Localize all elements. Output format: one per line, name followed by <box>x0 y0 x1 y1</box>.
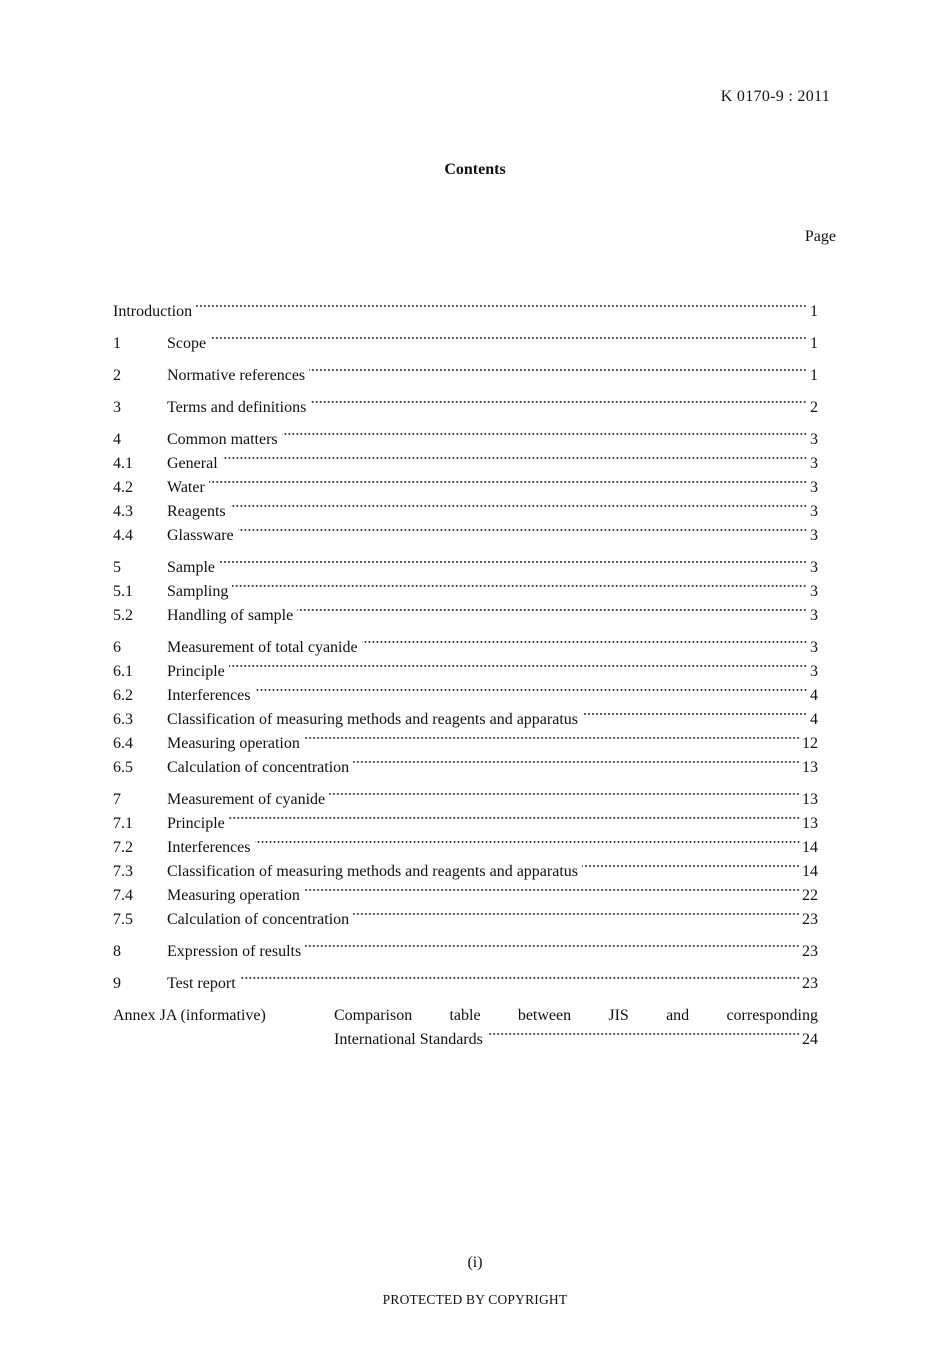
toc-entry-number: 2 <box>113 367 121 384</box>
toc-entry[interactable] <box>113 684 818 708</box>
dot-leader <box>362 636 807 648</box>
toc-entry-number: 8 <box>113 943 121 960</box>
toc-entry-title: Principle <box>167 663 225 680</box>
toc-entry-page: 1 <box>810 335 818 352</box>
toc-entry-title: General <box>167 455 218 472</box>
toc-entry-title: Sampling <box>167 583 229 600</box>
toc-entry-number: 6.1 <box>113 663 133 680</box>
toc-entry-title: Measuring operation <box>167 887 300 904</box>
toc-entry-page: 2 <box>810 399 818 416</box>
toc-entry[interactable] <box>113 396 818 420</box>
toc-entry[interactable] <box>113 364 818 388</box>
toc-entry[interactable] <box>113 884 818 908</box>
toc-entry-page: 13 <box>802 815 818 832</box>
dot-leader <box>209 476 807 488</box>
toc-entry-title: Measuring operation <box>167 735 300 752</box>
toc-entry-page: 4 <box>810 687 818 704</box>
toc-entry-number: 6.3 <box>113 711 133 728</box>
dot-leader <box>222 452 807 464</box>
toc-entry-title: Introduction <box>113 303 193 320</box>
toc-entry-title: Calculation of concentration <box>167 759 350 776</box>
page-column-label: Page <box>804 228 836 245</box>
dot-leader <box>304 884 800 896</box>
toc-entry-page: 3 <box>810 527 818 544</box>
toc-entry[interactable] <box>113 860 818 884</box>
toc-entry-title: Handling of sample <box>167 607 294 624</box>
annex-label: Annex JA (informative) <box>113 1007 266 1024</box>
dot-leader <box>219 556 807 568</box>
toc-entry-page: 13 <box>802 759 818 776</box>
toc-entry-title: Classification of measuring methods and reagents and apparatus <box>167 863 578 880</box>
toc-entry-number: 9 <box>113 975 121 992</box>
toc-entry-page: 23 <box>802 943 818 960</box>
toc-entry-number: 6.4 <box>113 735 133 752</box>
dot-leader <box>282 428 807 440</box>
dot-leader <box>196 300 807 312</box>
toc-entry-page: 3 <box>810 479 818 496</box>
toc-entry-number: 6.2 <box>113 687 133 704</box>
toc-entry-page: 3 <box>810 639 818 656</box>
annex-title-word: between <box>517 1007 572 1024</box>
toc-entry-number: 1 <box>113 335 121 352</box>
dot-leader <box>304 732 800 744</box>
annex-title-word: corresponding <box>726 1007 818 1024</box>
dot-leader <box>353 908 800 920</box>
toc-entry-title: Scope <box>167 335 207 352</box>
toc-entry-number: 7.3 <box>113 863 133 880</box>
annex-title-line-2: International Standards <box>334 1031 483 1048</box>
dot-leader <box>329 788 800 800</box>
annex-title-word: and <box>666 1007 690 1024</box>
toc-entry-number: 4.2 <box>113 479 133 496</box>
toc-entry[interactable] <box>113 940 818 964</box>
dot-leader <box>229 812 800 824</box>
toc-entry-number: 5.2 <box>113 607 133 624</box>
page-title: Contents <box>444 161 506 178</box>
toc-entry[interactable] <box>113 708 818 732</box>
toc-entry[interactable] <box>113 500 818 524</box>
toc-entry-page: 3 <box>810 559 818 576</box>
toc-entry-number: 4.3 <box>113 503 133 520</box>
toc-entry-title: Sample <box>167 559 215 576</box>
copyright-notice: PROTECTED BY COPYRIGHT <box>382 1292 568 1307</box>
footer-page-number: (i) <box>467 1254 483 1271</box>
toc-entry-number: 7.2 <box>113 839 133 856</box>
annex-title-word: Comparison <box>334 1007 413 1024</box>
dot-leader <box>487 1028 800 1040</box>
toc-entry-title: Interferences <box>167 839 251 856</box>
toc-entry-number: 6.5 <box>113 759 133 776</box>
toc-entry[interactable] <box>113 660 818 684</box>
toc-entry[interactable] <box>113 476 818 500</box>
annex-title-word: JIS <box>608 1007 629 1024</box>
toc-entry-title: Measurement of total cyanide <box>167 639 358 656</box>
annex-page: 24 <box>802 1031 818 1048</box>
toc-entry-page: 4 <box>810 711 818 728</box>
annex-title-line-1 <box>334 1004 818 1028</box>
toc-entry[interactable] <box>113 908 818 932</box>
toc-entry-page: 13 <box>802 791 818 808</box>
dot-leader <box>305 940 800 952</box>
toc-entry-page: 22 <box>802 887 818 904</box>
toc-entry-page: 23 <box>802 911 818 928</box>
toc-entry-title: Measurement of cyanide <box>167 791 326 808</box>
toc-entry-page: 3 <box>810 503 818 520</box>
toc-entry-number: 5 <box>113 559 121 576</box>
toc-entry-number: 7.1 <box>113 815 133 832</box>
toc-entry-title: Test report <box>167 975 236 992</box>
toc-entry-number: 4.1 <box>113 455 133 472</box>
toc-entry-number: 3 <box>113 399 121 416</box>
dot-leader <box>230 500 807 512</box>
toc-entry-page: 14 <box>802 863 818 880</box>
toc-entry[interactable] <box>113 812 818 836</box>
toc-entry-title: Terms and definitions <box>167 399 307 416</box>
toc-entry-number: 6 <box>113 639 121 656</box>
toc-entry-page: 3 <box>810 455 818 472</box>
toc-entry-title: Calculation of concentration <box>167 911 350 928</box>
toc-entry-page: 3 <box>810 583 818 600</box>
dot-leader <box>353 756 800 768</box>
dot-leader <box>255 684 808 696</box>
toc-entry[interactable] <box>113 972 818 996</box>
toc-entry-title: Water <box>167 479 205 496</box>
toc-entry[interactable] <box>113 636 818 660</box>
toc-annex-entry[interactable] <box>113 1004 818 1052</box>
toc-entry-title: Reagents <box>167 503 226 520</box>
dot-leader <box>309 364 807 376</box>
toc-entry-number: 4 <box>113 431 121 448</box>
toc-entry[interactable] <box>113 332 818 356</box>
toc-entry-page: 3 <box>810 663 818 680</box>
toc-entry-number: 7.4 <box>113 887 133 904</box>
toc-entry[interactable] <box>113 732 818 756</box>
dot-leader <box>310 396 807 408</box>
dot-leader <box>238 524 807 536</box>
dot-leader <box>582 860 800 872</box>
dot-leader <box>232 580 807 592</box>
toc-entry[interactable] <box>113 580 818 604</box>
toc-entry-title: Classification of measuring methods and reagents and apparatus <box>167 711 578 728</box>
toc-entry[interactable] <box>113 428 818 452</box>
dot-leader <box>297 604 807 616</box>
toc-entry-number: 4.4 <box>113 527 133 544</box>
toc-entry[interactable] <box>113 604 818 628</box>
toc-entry-number: 5.1 <box>113 583 133 600</box>
toc-entry[interactable] <box>113 452 818 476</box>
toc-entry-number: 7.5 <box>113 911 133 928</box>
toc-entry[interactable] <box>113 300 818 324</box>
toc-entry-page: 12 <box>802 735 818 752</box>
toc-entry-page: 1 <box>810 367 818 384</box>
toc-entry-title: Principle <box>167 815 225 832</box>
toc-entry[interactable] <box>113 556 818 580</box>
toc-entry-title: Expression of results <box>167 943 302 960</box>
dot-leader <box>229 660 807 672</box>
dot-leader <box>255 836 801 848</box>
toc-entry-page: 23 <box>802 975 818 992</box>
toc-entry[interactable] <box>113 788 818 812</box>
toc-entry-title: Glassware <box>167 527 234 544</box>
toc-entry-page: 3 <box>810 431 818 448</box>
toc-entry[interactable] <box>113 524 818 548</box>
dot-leader <box>240 972 800 984</box>
dot-leader <box>210 332 807 344</box>
dot-leader <box>582 708 807 720</box>
toc-entry-page: 14 <box>802 839 818 856</box>
toc-entry-page: 3 <box>810 607 818 624</box>
table-of-contents <box>113 300 818 1052</box>
document-id: K 0170-9 : 2011 <box>720 88 830 105</box>
toc-entry-title: Normative references <box>167 367 306 384</box>
toc-entry-title: Common matters <box>167 431 278 448</box>
toc-entry-number: 7 <box>113 791 121 808</box>
toc-entry-title: Interferences <box>167 687 251 704</box>
toc-entry-page: 1 <box>810 303 818 320</box>
annex-title-word: table <box>449 1007 481 1024</box>
toc-entry[interactable] <box>113 756 818 780</box>
toc-entry[interactable] <box>113 836 818 860</box>
